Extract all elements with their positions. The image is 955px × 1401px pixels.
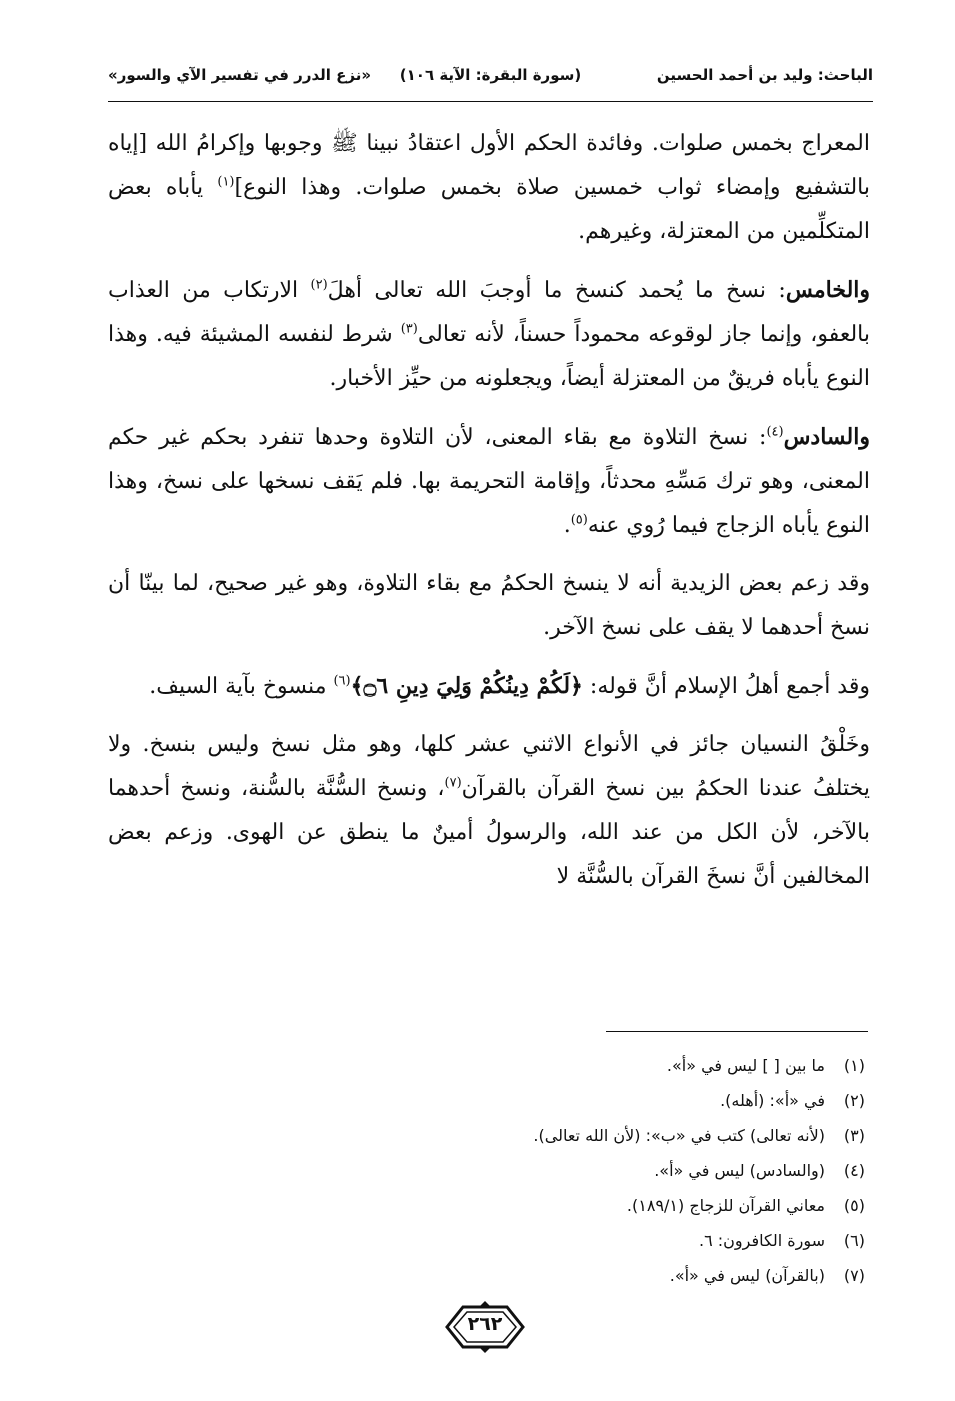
footnote-text: في «أ»: (أهله). (720, 1091, 825, 1110)
footnote-ref: (١) (217, 174, 235, 190)
footnote-text: (والسادس) ليس في «أ». (654, 1161, 825, 1180)
footnote-item (108, 1118, 865, 1153)
footnote-number: (٤) (843, 1161, 865, 1180)
paragraph-lead: والسادس (783, 424, 870, 450)
header-author: الباحث: وليد بن أحمد الحسين (656, 66, 873, 84)
footnote-divider (606, 1031, 868, 1032)
footnote-ref: (٥) (570, 512, 588, 528)
footnote-item (108, 1223, 865, 1258)
footnote-number: (٢) (843, 1091, 865, 1110)
footnote-item (108, 1153, 865, 1188)
header-divider (108, 101, 873, 102)
footnote-item (108, 1258, 865, 1293)
quran-quote: ﴿لَكُمْ دِينُكُمْ وَلِيَ دِينِ ۝٦﴾ (350, 673, 583, 699)
footnote-item (108, 1188, 865, 1223)
paragraph-3: والسادس$^{(٤)}$: نسخ التلاوة مع بقاء المعنى، لأن التلاوة وحدها تنفرد بحكم غير حكم المعنى، وهو ترك مَسِّهِ محدثاً، وإقامة التحريمة بها. فلم يَقف نسخها على نسخ، وهذا النوع يأباه الزجاج فيما رُوي عنه$^{(٥)}$. (108, 424, 870, 538)
paragraph-2: والخامس: نسخ ما يُحمد كنسخ ما أوجبَ الله تعالى أهلَ$^{(٢)}$ الارتكاب من العذاب بالعفو، وإنما جاز لوقوعه محموداً حسناً، لأنه تعالى$^{(٣)}$ شرط لنفسه المشيئة فيه. وهذا النوع يأباه فريقٌ من المعتزلة أيضاً، ويجعلونه من حيِّز الأخبار. (108, 277, 871, 391)
main-text (108, 122, 870, 913)
footnote-item (108, 1048, 865, 1083)
footnote-ref: (٣) (400, 321, 418, 337)
running-header (108, 58, 873, 98)
footnotes (108, 1048, 865, 1293)
header-surah-reference: (سورة البقرة: الآية ١٠٦) (399, 66, 582, 84)
footnote-ref: (٧) (444, 775, 462, 791)
footnote-number: (٥) (843, 1196, 865, 1215)
paragraph-6: وخَلْقُ النسيان جائز في الأنواع الاثني عشر كلها، وهو مثل نسخ وليس بنسخ. ولا يختلفُ عندنا الحكمُ بين نسخ القرآن بالقرآن$^{(٧)}$، ونسخ السُّنَّة بالسُّنة، ونسخ أحدهما بالآخر، لأن الكل من عند الله، والرسولُ أمينٌ ما ينطق عن الهوى. وزعم بعض المخالفين أنَّ نسخَ القرآن بالسُّنَّة لا (108, 732, 870, 889)
footnote-text: (بالقرآن) ليس في «أ». (669, 1266, 825, 1285)
footnote-item (108, 1083, 865, 1118)
page-number-ornament (443, 1301, 527, 1353)
footnote-text: سورة الكافرون: ٦. (698, 1231, 825, 1250)
footnote-ref: (٤) (766, 424, 784, 440)
paragraph-1: المعراج بخمس صلوات. وفائدة الحكم الأول اعتقادُ نبينا ﷺ وجوبها وإكرامُ الله [إياه بالتشفيع وإمضاء ثواب خمسين صلاة بخمس صلوات. وهذا النوع]$^{(١)}$ يأباه بعض المتكلِّمين من المعتزلة، وغيرهم. (108, 131, 870, 244)
footnote-number: (١) (843, 1056, 865, 1075)
footnote-number: (٣) (843, 1126, 865, 1145)
page-number: ٢٦٢ (467, 1313, 503, 1335)
footnote-number: (٧) (843, 1266, 865, 1285)
paragraph-4: وقد زعم بعض الزيدية أنه لا ينسخ الحكمُ مع بقاء التلاوة، وهو غير صحيح، لما بينّا أن نسخ أحدهما لا يقف على نسخ الآخر. (108, 571, 870, 640)
footnote-number: (٦) (843, 1231, 865, 1250)
footnote-text: ما بين [ ] ليس في «أ». (666, 1056, 825, 1075)
footnote-text: (لأنه تعالى) كتب في «ب»: (لأن الله تعالى). (533, 1126, 825, 1145)
header-book-title: «نزع الدرر في تفسير الآي والسور» (108, 66, 372, 84)
footnote-ref: (٢) (310, 277, 328, 293)
footnote-text: معاني القرآن للزجاج (١٨٩/١). (626, 1196, 825, 1215)
paragraph-5: وقد أجمع أهلُ الإسلام أنَّ قوله: ﴿لَكُمْ دِينُكُمْ وَلِيَ دِينِ ۝٦﴾$^{(٦)}$ منسوخ بآية السيف. (149, 673, 870, 699)
footnote-ref: (٦) (333, 673, 351, 689)
paragraph-lead: والخامس (785, 277, 871, 303)
